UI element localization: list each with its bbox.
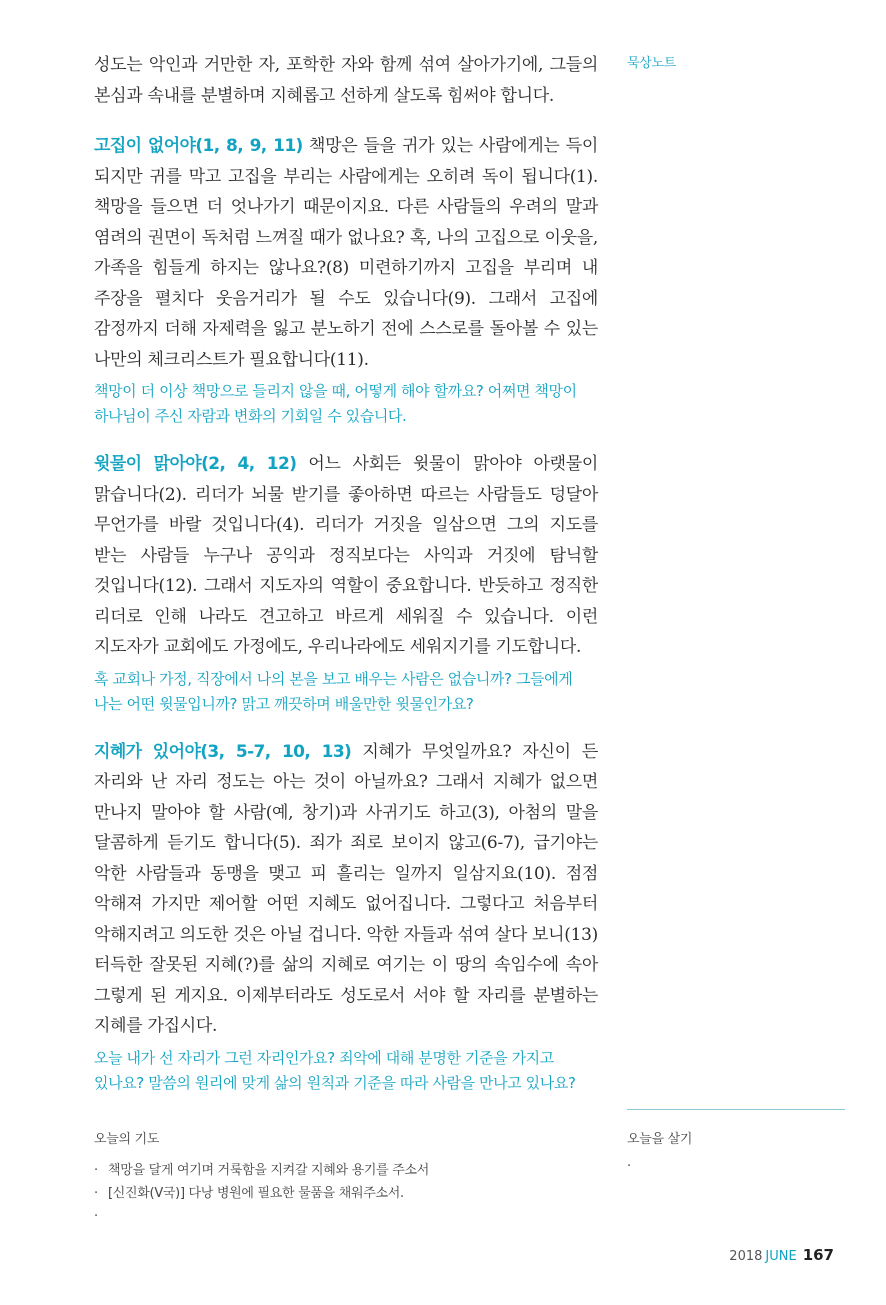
live-item bbox=[627, 1159, 845, 1174]
page-number: 167 bbox=[802, 1246, 834, 1264]
prayer-item bbox=[94, 1205, 594, 1228]
live-today bbox=[627, 1128, 845, 1174]
intro-paragraph: 성도는 악인과 거만한 자, 포학한 자와 함께 섞여 살아가기에, 그들의 본심과 속내를 분별하며 지혜롭고 선하게 살도록 힘써야 합니다. bbox=[94, 55, 598, 106]
prayer-list bbox=[94, 1159, 594, 1228]
live-title: 오늘을 살기 bbox=[627, 1132, 693, 1147]
section-2-body: 어느 사회든 윗물이 맑아야 아랫물이 맑습니다(2). 리더가 뇌물 받기를 좋아하면 따르는 사람들도 덩달아 무언가를 바랄 것입니다(4). 리더가 거짓을 일삼으면 그의 지도를 받는 사람들 누구나 공익과 정직보다는 사익과 거짓에 탐닉할 것입니다(12). 그래서 지도자의 역할이 중요합니다. 반듯하고 정직한 리더로 인해 나라도 견고하고 바르게 세워질 수 있습니다. 이런 지도자가 교회에도 가정에도, 우리나라에도 세워지기를 기도합니다. bbox=[94, 454, 598, 657]
section-3-body: 지혜가 무엇일까요? 자신이 든 자리와 난 자리 정도는 아는 것이 아닐까요? 그래서 지혜가 없으면 만나지 말아야 할 사람(예, 창기)과 사귀기도 하고(3), 아첨의 말을 달콤하게 듣기도 합니다(5). 죄가 죄로 보이지 않고(6-7), 급기야는 악한 사람들과 동맹을 맺고 피 흘리는 일까지 일삼지요(10). 점점 악해져 가지만 제어할 어떤 지혜도 없어집니다. 그렇다고 처음부터 악해지려고 의도한 것은 아닐 겁니다. 악한 자들과 섞여 살다 보니(13) 터득한 잘못된 지혜(?)를 삶의 지혜로 여기는 이 땅의 속임수에 속아 그렇게 된 게지요. 이제부터라도 성도로서 서야 할 자리를 분별하는 지혜를 가집시다. bbox=[94, 741, 598, 1036]
section-2-reflection: 혹 교회나 가정, 직장에서 나의 본을 보고 배우는 사람은 없습니까? 그들에게 나는 어떤 윗물입니까? 맑고 깨끗하며 배울만한 윗물인가요? bbox=[94, 669, 573, 713]
prayer-item bbox=[94, 1159, 594, 1182]
footer-month: JUNE bbox=[765, 1249, 797, 1264]
side-divider bbox=[627, 1109, 845, 1110]
section-1-paragraph bbox=[94, 131, 598, 375]
prayer-item-text: [신진화(V국)] 다낭 병원에 필요한 물품을 채워주소서. bbox=[108, 1186, 404, 1201]
meditation-note-label: 묵상노트 bbox=[627, 56, 677, 71]
section-1-body: 책망은 들을 귀가 있는 사람에게는 득이 되지만 귀를 막고 고집을 부리는 사람에게는 오히려 독이 됩니다(1). 책망을 들으면 더 엇나가기 때문이지요. 다른 사람들의 우려의 말과 염려의 권면이 독처럼 느껴질 때가 없나요? 혹, 나의 고집으로 이웃을, 가족을 힘들게 하지는 않나요?(8) 미련하기까지 고집을 부리며 내 주장을 펼치다 웃음거리가 될 수도 있습니다(9). 그래서 고집에 감정까지 더해 자제력을 잃고 분노하기 전에 스스로를 돌아볼 수 있는 나만의 체크리스트가 필요합니다(11). bbox=[94, 136, 599, 370]
section-1-reflection: 책망이 더 이상 책망으로 들리지 않을 때, 어떻게 해야 할까요? 어쩌면 책망이 하나님이 주신 자람과 변화의 기회일 수 있습니다. bbox=[94, 382, 577, 425]
section-2-heading: 윗물이 맑아야(2, 4, 12) bbox=[94, 454, 297, 474]
prayer-title: 오늘의 기도 bbox=[94, 1132, 160, 1147]
bullet-dot-icon: · bbox=[94, 1186, 98, 1201]
todays-prayer bbox=[94, 1128, 594, 1228]
prayer-item-text: 책망을 달게 여기며 거룩함을 지켜갈 지혜와 용기를 주소서 bbox=[108, 1163, 430, 1178]
bullet-dot-icon: · bbox=[94, 1209, 98, 1224]
prayer-item bbox=[94, 1182, 594, 1205]
main-content bbox=[94, 50, 598, 1116]
bullet-dot-icon: · bbox=[94, 1163, 98, 1178]
section-3-heading: 지혜가 있어야(3, 5-7, 10, 13) bbox=[94, 741, 352, 762]
section-3-reflection: 오늘 내가 선 자리가 그런 자리인가요? 죄악에 대해 분명한 기준을 가지고 있나요? 말씀의 원리에 맞게 삶의 원칙과 기준을 따라 사람을 만나고 있나요? bbox=[94, 1048, 576, 1092]
section-3-paragraph bbox=[94, 737, 598, 1042]
section-1-heading: 고집이 없어야(1, 8, 9, 11) bbox=[94, 136, 303, 156]
section-2-paragraph bbox=[94, 449, 598, 663]
bullet-dot-icon: · bbox=[627, 1159, 632, 1174]
footer-year: 2018 bbox=[729, 1249, 763, 1264]
page-footer bbox=[729, 1245, 834, 1264]
